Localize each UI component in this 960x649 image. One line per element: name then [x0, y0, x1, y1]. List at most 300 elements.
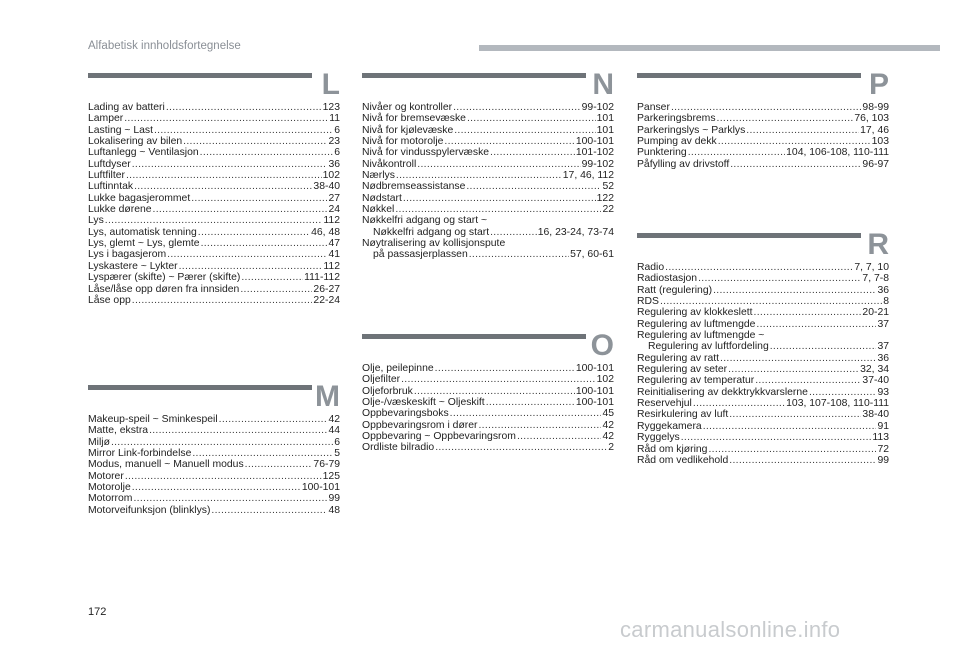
entry-page-ref: 36: [877, 284, 889, 296]
dot-leader: [708, 444, 876, 455]
entry-page-ref: 72: [877, 443, 889, 455]
entry-term: Mirror Link-forbindelse: [88, 448, 192, 460]
entry-term: Regulering av seter: [637, 364, 728, 376]
section-rule: [362, 73, 586, 78]
entry-page-ref: 2: [608, 442, 614, 454]
index-entry: [637, 421, 889, 432]
section-header: [637, 228, 889, 262]
dot-leader: [754, 307, 862, 318]
index-entry: [637, 398, 889, 409]
entry-term: Nivåer og kontroller: [362, 102, 453, 113]
index-entry: [88, 493, 340, 504]
index-entry: [362, 442, 614, 453]
index-entry: [362, 238, 614, 249]
dot-leader: [395, 204, 601, 215]
entry-page-ref: 98-99: [862, 102, 889, 113]
index-entry: [362, 386, 614, 397]
dot-leader: [467, 113, 596, 124]
entry-term: Motorolje: [88, 482, 131, 494]
entry-term: Nivå for bremsevæske: [362, 113, 466, 125]
entry-term: Miljø: [88, 436, 110, 448]
dot-leader: [479, 420, 602, 431]
dot-leader: [201, 238, 328, 249]
entry-term: Nøytralisering av kollisjonspute: [362, 238, 506, 250]
entry-term: Luftinntak: [88, 181, 134, 193]
entry-term: Punktering: [637, 147, 687, 159]
index-entry: [637, 375, 889, 386]
dot-leader: [729, 455, 876, 466]
index-entry: [88, 215, 340, 226]
index-entry: [637, 387, 889, 398]
dot-leader: [453, 102, 581, 113]
entry-page-ref: 103, 107-108, 110-111: [786, 398, 889, 410]
index-entry: [88, 238, 340, 249]
dot-leader: [703, 421, 877, 432]
index-section-r: [637, 228, 889, 466]
running-header-bar: [479, 45, 940, 51]
index-entry-list: [637, 102, 889, 170]
dot-leader: [183, 136, 327, 147]
entry-term: Nærlys: [362, 170, 395, 182]
dot-leader: [149, 425, 327, 436]
index-entry: [88, 471, 340, 482]
section-rule: [637, 233, 861, 238]
entry-page-ref: 99: [328, 493, 340, 505]
dot-leader: [132, 482, 301, 493]
entry-page-ref: 42: [602, 431, 614, 443]
index-entry: [88, 204, 340, 215]
dot-leader: [770, 341, 877, 352]
index-entry: [88, 284, 340, 295]
index-entry: [637, 262, 889, 273]
index-section-p: [637, 68, 889, 170]
dot-leader: [219, 414, 328, 425]
section-letter: O: [590, 329, 614, 362]
index-entry: [88, 272, 340, 283]
entry-page-ref: 46, 48: [311, 226, 340, 238]
index-entry: [362, 204, 614, 215]
entry-page-ref: 23: [328, 136, 340, 148]
entry-term: Reinitialisering av dekktrykkvarslerne: [637, 386, 808, 398]
entry-page-ref: 113: [872, 432, 889, 444]
dot-leader: [240, 284, 312, 295]
index-entry: [88, 249, 340, 260]
dot-leader: [211, 505, 327, 516]
dot-leader: [469, 249, 569, 260]
entry-page-ref: 27: [328, 192, 340, 204]
entry-page-ref: 42: [328, 414, 340, 425]
section-rule: [637, 73, 861, 78]
dot-leader: [681, 432, 872, 443]
dot-leader: [417, 159, 580, 170]
index-entry: [88, 459, 340, 470]
index-entry: [362, 159, 614, 170]
index-entry: [362, 363, 614, 374]
entry-page-ref: 37: [877, 341, 889, 353]
index-entry: [637, 364, 889, 375]
entry-term: RDS: [637, 296, 659, 308]
dot-leader: [401, 374, 596, 385]
entry-term: Makeup-speil ~ Sminkespeil: [88, 414, 218, 425]
entry-page-ref: 32, 34: [860, 364, 889, 376]
entry-page-ref: 125: [322, 470, 340, 482]
entry-page-ref: 99: [877, 454, 889, 466]
entry-page-ref: 42: [602, 419, 614, 431]
entry-term: Regulering av luftmengde: [637, 318, 756, 330]
index-entry: [362, 227, 614, 238]
entry-page-ref: 112: [323, 260, 340, 272]
dot-leader: [111, 437, 333, 448]
entry-term: Ryggelys: [637, 432, 680, 444]
entry-term: Parkeringslys ~ Parklys: [637, 124, 746, 136]
entry-term: Oljefilter: [362, 374, 401, 386]
index-section-l: [88, 68, 340, 306]
dot-leader: [105, 215, 323, 226]
section-rule: [88, 385, 312, 390]
entry-term: Regulering av luftmengde ~: [637, 330, 765, 342]
index-entry: [362, 170, 614, 181]
entry-page-ref: 37-40: [862, 375, 889, 387]
dot-leader: [414, 386, 575, 397]
dot-leader: [132, 159, 328, 170]
entry-term: Pumping av dekk: [637, 136, 717, 148]
entry-term: Regulering av temperatur: [637, 375, 755, 387]
index-entry-list: [637, 262, 889, 466]
entry-page-ref: 7, 7-8: [862, 273, 889, 285]
entry-page-ref: 123: [322, 102, 340, 113]
index-entry: [362, 431, 614, 442]
entry-term: Nødstart: [362, 192, 402, 204]
entry-page-ref: 5: [334, 448, 340, 460]
entry-term: Påfylling av drivstoff: [637, 158, 730, 170]
entry-page-ref: 96-97: [862, 158, 889, 170]
index-entry: [637, 409, 889, 420]
entry-term: Lasting ~ Last: [88, 124, 153, 136]
index-entry: [88, 505, 340, 516]
index-entry: [637, 307, 889, 318]
dot-leader: [660, 296, 882, 307]
dot-leader: [126, 170, 322, 181]
dot-leader: [755, 375, 861, 386]
entry-page-ref: 44: [328, 425, 340, 437]
entry-term: Oppbevaringsrom i dører: [362, 419, 478, 431]
index-entry: [362, 397, 614, 408]
index-section-n: [362, 68, 614, 261]
entry-page-ref: 47: [328, 238, 340, 250]
entry-term: Regulering av luftfordeling: [648, 341, 769, 353]
entry-page-ref: 99-102: [581, 158, 614, 170]
entry-page-ref: 6: [334, 436, 340, 448]
entry-page-ref: 26-27: [313, 283, 340, 295]
index-entry: [362, 125, 614, 136]
entry-term: Råd om kjøring: [637, 443, 708, 455]
section-header: [637, 68, 889, 102]
entry-page-ref: 102: [322, 170, 340, 182]
dot-leader: [241, 272, 303, 283]
section-letter: R: [867, 228, 889, 261]
entry-page-ref: 122: [596, 192, 614, 204]
entry-term: Matte, ekstra: [88, 425, 149, 437]
dot-leader: [490, 147, 575, 158]
dot-leader: [671, 102, 861, 113]
entry-term: Lys i bagasjerom: [88, 249, 167, 261]
index-section-o: [362, 329, 614, 454]
index-entry: [637, 455, 889, 466]
index-entry: [637, 273, 889, 284]
entry-page-ref: 103: [871, 136, 889, 148]
entry-term: Nøkkel: [362, 204, 395, 216]
entry-page-ref: 76, 103: [854, 113, 889, 125]
index-entry: [637, 319, 889, 330]
entry-term: Låse/låse opp døren fra innsiden: [88, 283, 240, 295]
dot-leader: [730, 159, 861, 170]
dot-leader: [444, 136, 574, 147]
index-entry: [637, 296, 889, 307]
entry-page-ref: 37: [877, 318, 889, 330]
dot-leader: [166, 102, 322, 113]
section-letter: N: [592, 68, 614, 101]
dot-leader: [124, 113, 328, 124]
section-letter: M: [315, 380, 340, 413]
index-entry: [637, 285, 889, 296]
entry-term: Låse opp: [88, 294, 131, 306]
index-entry: [362, 136, 614, 147]
dot-leader: [746, 125, 859, 136]
entry-page-ref: 36: [328, 158, 340, 170]
section-letter: P: [868, 68, 889, 101]
index-entry: [362, 408, 614, 419]
entry-term: Nivåkontroll: [362, 158, 417, 170]
entry-term: Olje-/væskeskift ~ Oljeskift: [362, 397, 485, 409]
entry-term: Oppbevaringsboks: [362, 408, 449, 420]
index-entry: [637, 353, 889, 364]
dot-leader: [167, 249, 327, 260]
entry-term: Modus, manuell ~ Manuell modus: [88, 459, 244, 471]
index-entry: [637, 102, 889, 113]
entry-term: Luftfilter: [88, 170, 125, 182]
dot-leader: [435, 442, 607, 453]
section-header: [362, 329, 614, 363]
watermark-text: carmanualsonline.info: [620, 617, 841, 642]
entry-page-ref: 38-40: [862, 409, 889, 421]
dot-leader: [179, 261, 323, 272]
index-entry: [88, 482, 340, 493]
entry-page-ref: 24: [328, 204, 340, 216]
index-entry: [88, 125, 340, 136]
page-number: 172: [88, 606, 107, 618]
entry-page-ref: 93: [877, 386, 889, 398]
entry-term: Lamper: [88, 113, 124, 125]
index-entry: [637, 159, 889, 170]
section-rule: [362, 334, 586, 339]
dot-leader: [718, 136, 871, 147]
entry-page-ref: 99-102: [581, 102, 614, 113]
entry-page-ref: 101-102: [575, 147, 614, 159]
entry-page-ref: 41: [328, 249, 340, 261]
entry-term: Regulering av klokkeslett: [637, 307, 753, 319]
dot-leader: [729, 409, 861, 420]
entry-term: Nøkkelfri adgang og start ~: [362, 215, 488, 227]
entry-page-ref: 100-101: [575, 363, 614, 374]
entry-term: Parkeringsbrems: [637, 113, 716, 125]
entry-term: Nøkkelfri adgang og start: [373, 226, 490, 238]
index-entry-list: [362, 363, 614, 454]
index-entry: [88, 227, 340, 238]
entry-term: Ordliste bilradio: [362, 442, 435, 454]
entry-page-ref: 36: [877, 352, 889, 364]
index-entry: [362, 420, 614, 431]
entry-term: Radio: [637, 262, 665, 273]
index-entry: [88, 414, 340, 425]
entry-page-ref: 101: [596, 113, 614, 125]
entry-page-ref: 111-112: [304, 272, 340, 284]
entry-term: Lukke dørene: [88, 204, 152, 216]
entry-term: Resirkulering av luft: [637, 409, 729, 421]
entry-term: Olje, peilepinne: [362, 363, 434, 374]
entry-term: Nivå for vindusspylervæske: [362, 147, 490, 159]
index-entry: [637, 341, 889, 352]
entry-page-ref: 102: [596, 374, 614, 386]
entry-page-ref: 104, 106-108, 110-111: [786, 147, 889, 159]
entry-term: Ryggekamera: [637, 420, 702, 432]
entry-term: Luftanlegg ~ Ventilasjon: [88, 147, 199, 159]
index-entry: [88, 261, 340, 272]
entry-page-ref: 6: [334, 124, 340, 136]
entry-term: Motorrom: [88, 493, 133, 505]
section-header: [88, 68, 340, 102]
entry-page-ref: 7, 7, 10: [854, 262, 889, 273]
index-entry: [362, 193, 614, 204]
dot-leader: [403, 193, 596, 204]
entry-page-ref: 52: [602, 181, 614, 193]
index-entry: [88, 437, 340, 448]
index-entry: [88, 181, 340, 192]
section-rule: [88, 73, 312, 78]
index-entry: [88, 102, 340, 113]
index-entry: [362, 147, 614, 158]
entry-page-ref: 22: [602, 204, 614, 216]
entry-term: Råd om vedlikehold: [637, 454, 729, 466]
index-entry: [88, 193, 340, 204]
entry-term: Lyskastere ~ Lykter: [88, 260, 178, 272]
dot-leader: [200, 147, 334, 158]
index-entry: [362, 215, 614, 226]
index-entry: [362, 113, 614, 124]
entry-term: Oppbevaring ~ Oppbevaringsrom: [362, 431, 516, 443]
entry-term: Motorveifunksjon (blinklys): [88, 504, 211, 516]
index-entry-list: [88, 102, 340, 306]
entry-term: Lys: [88, 215, 104, 227]
index-entry: [88, 448, 340, 459]
index-entry: [88, 136, 340, 147]
entry-page-ref: 112: [323, 215, 340, 227]
entry-term: Ratt (regulering): [637, 284, 713, 296]
index-entry: [88, 295, 340, 306]
entry-term: Regulering av ratt: [637, 352, 720, 364]
index-entry: [637, 444, 889, 455]
entry-page-ref: 48: [328, 504, 340, 516]
index-entry: [362, 181, 614, 192]
dot-leader: [192, 448, 333, 459]
entry-term: Lyspærer (skifte) ~ Pærer (skifte): [88, 272, 241, 284]
dot-leader: [466, 181, 601, 192]
index-entry-list: [362, 102, 614, 261]
entry-page-ref: 100-101: [575, 385, 614, 397]
entry-page-ref: 16, 23-24, 73-74: [537, 226, 614, 238]
entry-page-ref: 8: [883, 296, 889, 308]
entry-term: Oljeforbruk: [362, 385, 413, 397]
dot-leader: [517, 431, 602, 442]
dot-leader: [693, 398, 785, 409]
index-entry: [637, 147, 889, 158]
dot-leader: [698, 273, 861, 284]
section-letter: L: [321, 68, 340, 101]
dot-leader: [154, 125, 333, 136]
dot-leader: [454, 125, 595, 136]
entry-page-ref: 101: [596, 124, 614, 136]
running-header-title: Alfabetisk innholdsfortegnelse: [88, 40, 241, 52]
dot-leader: [245, 459, 313, 470]
index-entry: [88, 113, 340, 124]
dot-leader: [435, 363, 575, 374]
entry-term: Motorer: [88, 470, 124, 482]
entry-page-ref: 91: [877, 420, 889, 432]
entry-term: Reservehjul: [637, 398, 692, 410]
entry-page-ref: 20-21: [862, 307, 889, 319]
entry-page-ref: 57, 60-61: [570, 249, 614, 261]
index-entry-list: [88, 414, 340, 516]
dot-leader: [132, 295, 313, 306]
index-entry: [637, 432, 889, 443]
entry-page-ref: 38-40: [313, 181, 340, 193]
index-entry: [88, 425, 340, 436]
entry-page-ref: 100-101: [575, 397, 614, 409]
entry-term: Nivå for kjølevæske: [362, 124, 454, 136]
dot-leader: [728, 364, 859, 375]
entry-page-ref: 100-101: [301, 482, 340, 494]
entry-term: Luftdyser: [88, 158, 131, 170]
entry-term: Radiostasjon: [637, 273, 698, 285]
index-section-m: [88, 380, 340, 516]
dot-leader: [486, 397, 575, 408]
dot-leader: [191, 193, 327, 204]
dot-leader: [717, 113, 854, 124]
entry-term: Lys, glemt ~ Lys, glemte: [88, 238, 200, 250]
entry-term: Nivå for motorolje: [362, 136, 444, 148]
entry-term: Lys, automatisk tenning: [88, 226, 197, 238]
dot-leader: [713, 285, 876, 296]
index-entry: [637, 330, 889, 341]
entry-page-ref: 22-24: [313, 294, 340, 306]
dot-leader: [198, 227, 310, 238]
entry-term: Lading av batteri: [88, 102, 165, 113]
dot-leader: [153, 204, 328, 215]
index-entry: [88, 159, 340, 170]
dot-leader: [450, 408, 602, 419]
entry-page-ref: 76-79: [313, 459, 340, 471]
dot-leader: [688, 147, 785, 158]
section-header: [88, 380, 340, 414]
index-entry: [88, 147, 340, 158]
entry-term: Lukke bagasjerommet: [88, 192, 191, 204]
dot-leader: [809, 387, 877, 398]
index-entry: [362, 102, 614, 113]
entry-page-ref: 11: [329, 113, 340, 125]
entry-page-ref: 17, 46, 112: [562, 170, 614, 182]
index-entry: [637, 125, 889, 136]
dot-leader: [490, 227, 537, 238]
dot-leader: [134, 181, 312, 192]
